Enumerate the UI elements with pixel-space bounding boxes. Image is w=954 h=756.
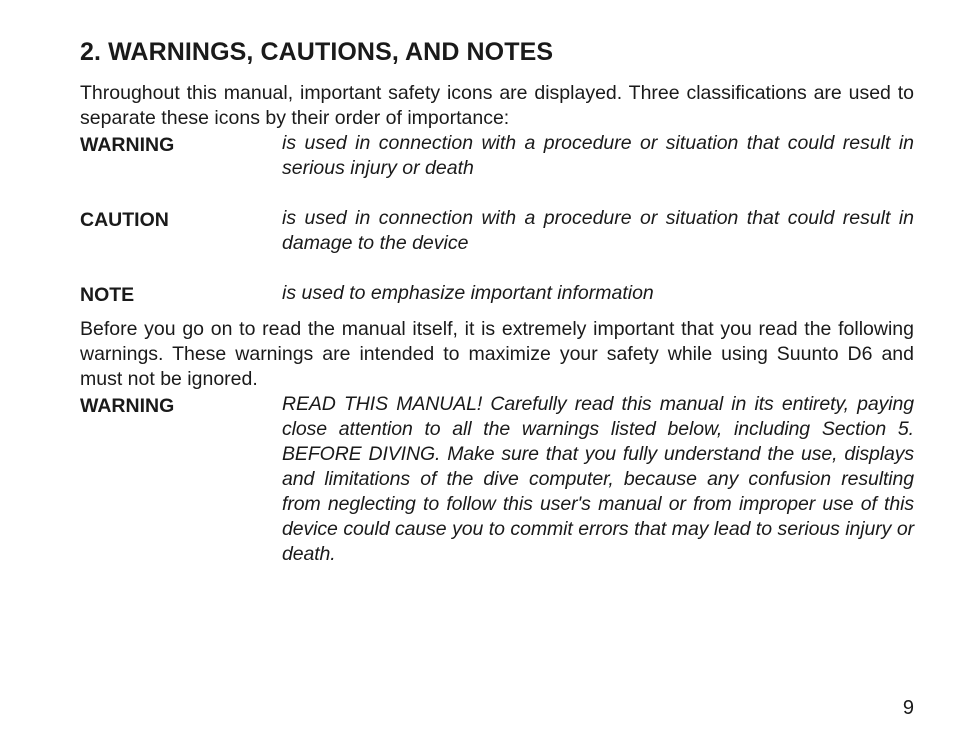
intro-paragraph: Throughout this manual, important safety icons are displayed. Three classifications are used to separate these icons by their order of importance:	[80, 82, 914, 129]
page-number: 9	[902, 697, 914, 719]
definition-description: is used in connection with a procedure or situation that could result in serious injury or death	[282, 132, 914, 179]
definition-term: NOTE	[80, 284, 135, 306]
manual-page	[80, 36, 914, 567]
section-heading: 2. WARNINGS, CAUTIONS, AND NOTES	[80, 38, 554, 66]
definition-term: CAUTION	[80, 209, 169, 231]
definition-warning	[80, 131, 914, 181]
definition-term: WARNING	[80, 134, 175, 156]
warning-term: WARNING	[80, 395, 175, 417]
warning-block	[80, 392, 914, 567]
definition-caution	[80, 206, 914, 256]
before-reading-paragraph: Before you go on to read the manual itself, it is extremely important that you read the following warnings. These warnings are intended to maximize your safety while using Suunto D6 and must not be ignored.	[80, 318, 914, 390]
definition-note	[80, 281, 914, 308]
definition-description: is used to emphasize important information	[282, 282, 654, 304]
warning-text: READ THIS MANUAL! Carefully read this manual in its entirety, paying close attention to all the warnings listed below, including Section 5. BEFORE DIVING. Make sure that you fully understand the use, displays and limitations of the dive computer, because any confusion resulting from neglecting to follow this user's manual or from improper use of this device could cause you to commit errors that may lead to serious injury or death.	[282, 393, 914, 565]
definition-description: is used in connection with a procedure or situation that could result in damage to the device	[282, 207, 914, 254]
